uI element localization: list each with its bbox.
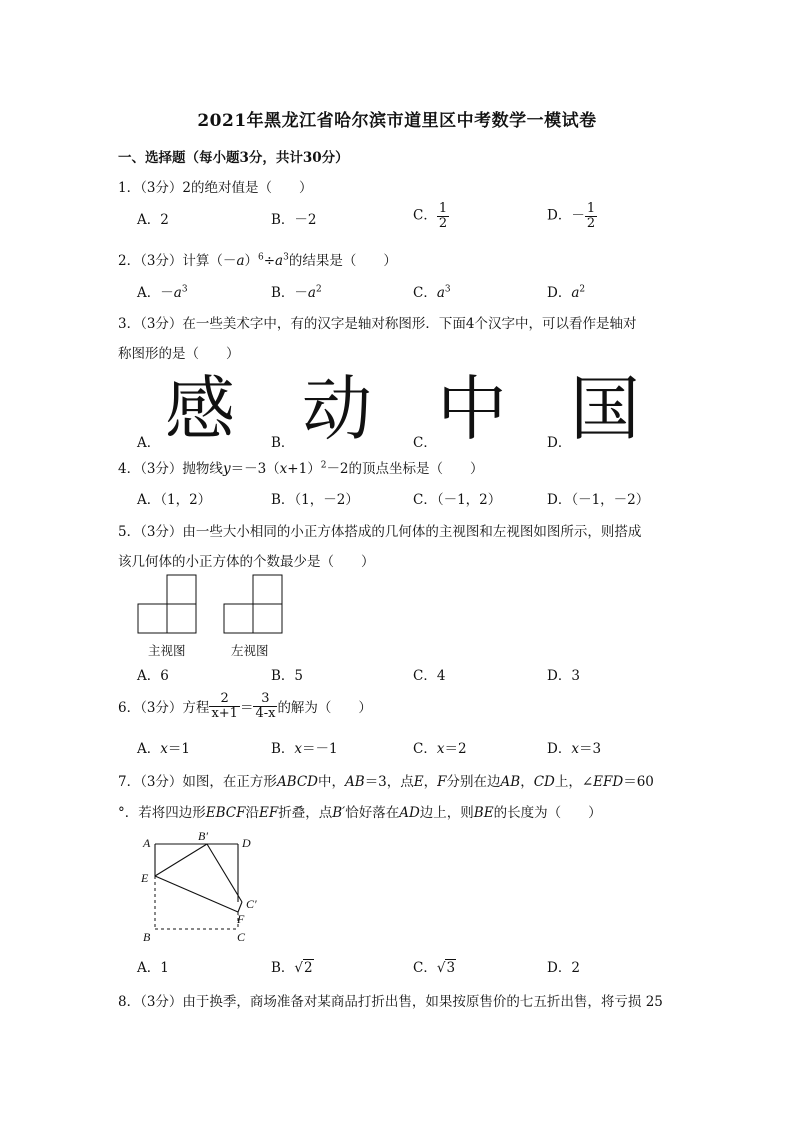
sqrt-symbol: √2 — [294, 960, 313, 976]
text: 分别在边 — [446, 774, 501, 790]
text: ＝3，点 — [364, 774, 414, 790]
question-3-stem-line1: 3．（3分）在一些美术字中，有的汉字是轴对称图形．下面4个汉字中，可以看作是轴对 — [118, 316, 637, 332]
char-gan: 感 — [165, 368, 235, 450]
front-view-cell — [167, 575, 196, 604]
q2-option-b — [271, 281, 322, 301]
sqrt-symbol: √3 — [436, 960, 456, 976]
left-view-cell — [253, 604, 282, 633]
question-7-options — [137, 956, 697, 982]
exponent: 6 — [258, 252, 264, 263]
section-heading: 一、选择题（每小题3分，共计30分） — [118, 150, 349, 166]
frac-den: 2 — [438, 215, 448, 231]
question-5-stem-line2: 该几何体的小正方体的个数最少是（ ） — [118, 554, 375, 570]
var: a — [571, 285, 580, 301]
question-4-options — [137, 488, 697, 514]
frac-num: 3 — [253, 692, 277, 707]
q7-option-b — [271, 956, 314, 976]
edge-bprime-cprime — [207, 844, 242, 902]
question-3-options — [137, 431, 697, 457]
var: a — [173, 285, 182, 301]
q6-option-a — [137, 737, 190, 757]
var: x — [160, 741, 168, 757]
q6-option-b — [271, 737, 338, 757]
q1-option-d-label: D．－ — [547, 207, 585, 224]
question-1-options — [137, 201, 697, 234]
text: ， — [520, 774, 534, 790]
question-1-stem: 1．（3分）2的绝对值是（ ） — [118, 180, 313, 196]
frac-den: 2 — [586, 215, 596, 231]
question-6-stem — [118, 692, 372, 720]
question-7-stem-line1 — [118, 770, 654, 790]
frac-num: 1 — [586, 201, 596, 216]
q5-option-c: C．4 — [413, 668, 446, 684]
q4-option-b: B．（1，－2） — [271, 492, 359, 508]
q7-option-a: A．1 — [137, 960, 169, 976]
var: a — [275, 253, 284, 269]
text: ＝－3（ — [230, 461, 280, 477]
edge-eb-prime — [155, 844, 207, 876]
question-3-stem-line2: 称图形的是（ ） — [118, 346, 240, 362]
q2-option-c — [413, 281, 451, 301]
page-title: 2021年黑龙江省哈尔滨市道里区中考数学一模试卷 — [197, 111, 597, 131]
left-view-cell — [253, 575, 282, 604]
question-5-stem-line1: 5．（3分）由一些大小相同的小正方体搭成的几何体的主视图和左视图如图所示，则搭成 — [118, 524, 642, 540]
var: B′ — [332, 805, 346, 821]
text: °．若将四边形 — [118, 805, 206, 821]
q6-fraction-left — [209, 692, 240, 720]
var: EBCF — [205, 805, 246, 821]
label: B． — [271, 741, 295, 757]
text: 的解为（ ） — [277, 700, 372, 717]
text: ＝60 — [623, 774, 654, 790]
q3-option-b: B． — [271, 435, 295, 451]
q6-option-c — [413, 737, 467, 757]
question-8-stem: 8．（3分）由于换季，商场准备对某商品打折出售，如果按原售价的七五折出售，将亏损 25 — [118, 994, 663, 1010]
radicand: 2 — [304, 960, 313, 976]
caption-left-view: 左视图 — [231, 643, 269, 658]
var: a — [236, 253, 245, 269]
label-b-prime: B′ — [198, 829, 208, 843]
q1-option-a: A．2 — [137, 212, 169, 228]
var: AD — [399, 805, 420, 821]
text: 边上，则 — [419, 805, 474, 821]
q1-option-d — [547, 202, 597, 230]
q1-option-c-fraction — [437, 202, 449, 230]
var: x — [571, 741, 579, 757]
q6-fraction-right — [253, 692, 277, 720]
front-view-cell — [167, 604, 196, 633]
q7-square-figure — [134, 826, 274, 948]
var: x — [279, 461, 288, 477]
exponent: 2 — [579, 284, 586, 295]
char-dong: 动 — [302, 368, 372, 450]
value: ＝－1 — [302, 741, 338, 757]
var: EF — [258, 805, 279, 821]
exponent: 3 — [181, 284, 188, 295]
var: EFD — [593, 774, 624, 790]
label-b: B — [143, 930, 151, 944]
text: 上，∠ — [554, 774, 594, 790]
exponent: 3 — [444, 284, 451, 295]
radicand: 3 — [446, 960, 456, 976]
question-7-stem-line2 — [118, 801, 602, 821]
label-e: E — [141, 871, 149, 885]
label-c: C — [237, 930, 246, 944]
var: y — [222, 461, 231, 477]
text: ） — [244, 253, 258, 269]
exponent: 3 — [283, 252, 289, 263]
var: E — [413, 774, 424, 790]
char-zhong: 中 — [437, 368, 507, 450]
q4-option-a: A．（1，2） — [137, 492, 212, 508]
question-2-options — [137, 281, 697, 307]
frac-den: 4-x — [255, 705, 276, 721]
text: 恰好落在 — [345, 805, 400, 821]
q5-views-figure — [137, 574, 287, 636]
q7-option-d: D．2 — [547, 960, 580, 976]
frac-num: 1 — [438, 201, 448, 216]
value: ＝1 — [167, 741, 190, 757]
text: 2．（3分）计算（－ — [118, 253, 237, 269]
text: ＝ — [239, 700, 254, 717]
label: B． — [271, 960, 295, 976]
q3-option-c: C． — [413, 435, 437, 451]
text: 沿 — [245, 805, 259, 821]
text: 中， — [318, 774, 346, 790]
value: ＝3 — [578, 741, 602, 757]
q1-option-c — [413, 202, 449, 230]
value: ＝2 — [444, 741, 467, 757]
label: A． — [137, 741, 161, 757]
frac-den: x+1 — [211, 705, 238, 721]
q5-option-d: D．3 — [547, 668, 580, 684]
question-5-options — [137, 664, 697, 690]
q4-option-c: C．（－1，2） — [413, 492, 502, 508]
q3-option-a: A． — [137, 435, 161, 451]
var: x — [294, 741, 303, 757]
label: C． — [413, 960, 437, 976]
exponent: 2 — [315, 284, 322, 295]
edge-cprime-f — [238, 902, 242, 912]
fold-line-ef — [155, 876, 238, 912]
q6-option-d — [547, 737, 601, 757]
char-guo: 国 — [570, 368, 640, 450]
text: 6．（3分）方程 — [118, 700, 210, 717]
var: a — [436, 285, 445, 301]
q1-option-c-label: C． — [413, 207, 437, 224]
q2-option-a — [137, 281, 188, 301]
q4-option-d: D．（－1，－2） — [547, 492, 650, 508]
var: AB — [345, 774, 365, 790]
label: D． — [547, 741, 572, 757]
var: x — [436, 741, 445, 757]
text: －2的顶点坐标是（ ） — [326, 461, 484, 477]
text: 4．（3分）抛物线 — [118, 461, 223, 477]
var: a — [307, 285, 316, 301]
frac-num: 2 — [209, 692, 240, 707]
question-2-stem — [118, 249, 397, 269]
label: D． — [547, 285, 572, 301]
left-view-cell — [224, 604, 253, 633]
var: F — [437, 774, 447, 790]
text: ， — [423, 774, 438, 790]
label-a: A — [143, 836, 151, 850]
text: 折叠，点 — [278, 805, 333, 821]
text: +1） — [287, 461, 321, 477]
label: A．－ — [137, 285, 174, 301]
label: B．－ — [271, 285, 308, 301]
q5-option-a: A．6 — [137, 668, 169, 684]
q2-option-d — [547, 281, 585, 301]
q1-option-d-fraction — [585, 202, 597, 230]
var: AB — [500, 774, 521, 790]
question-6-options — [137, 737, 697, 763]
var: CD — [533, 774, 555, 790]
label-f: F — [237, 912, 245, 926]
text: 的长度为（ ） — [493, 805, 602, 821]
caption-front-view: 主视图 — [148, 643, 186, 658]
label-c-prime: C′ — [246, 897, 257, 911]
label: C． — [413, 285, 437, 301]
front-view-cell — [138, 604, 167, 633]
text: 的结果是（ ） — [288, 253, 397, 269]
label: C． — [413, 741, 437, 757]
question-4-stem — [118, 457, 484, 477]
q1-option-b: B．－2 — [271, 212, 317, 228]
exponent: 2 — [320, 460, 327, 471]
q3-option-d: D． — [547, 435, 572, 451]
q5-option-b: B．5 — [271, 668, 304, 684]
q7-option-c — [413, 956, 456, 976]
var: ABCD — [276, 774, 319, 790]
var: BE — [473, 805, 494, 821]
label-d: D — [242, 836, 251, 850]
text: 7．（3分）如图，在正方形 — [118, 774, 277, 790]
text: ÷ — [263, 253, 276, 269]
